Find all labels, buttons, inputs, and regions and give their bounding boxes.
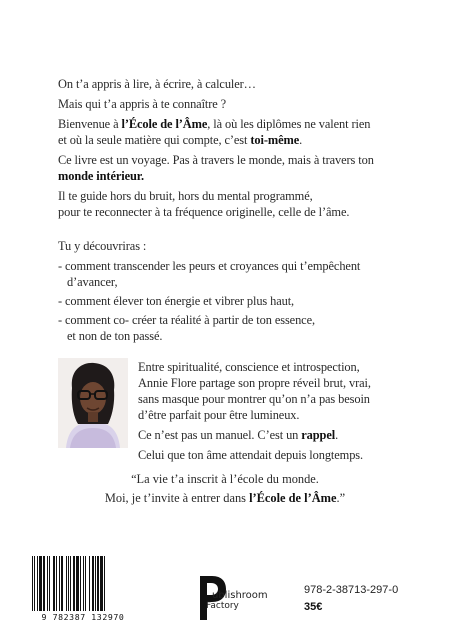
publisher-logo	[196, 574, 286, 622]
author-photo	[58, 358, 128, 448]
barcode-bar	[66, 556, 67, 611]
intro-paragraph-5: Il te guide hors du bruit, hors du mental programmé, pour te reconnecter à ta fréquence originelle, celle de l’âme.	[58, 189, 350, 219]
barcode-bar	[83, 556, 84, 611]
rappel-emphasis: rappel	[301, 428, 336, 442]
bio-paragraph: Entre spiritualité, conscience et introspection, Annie Flore partage son propre réveil brut, vrai, sans masque pour montrer qu’on n’a pas besoin d’être parfait pour être lumineux.	[138, 360, 371, 422]
barcode-bar	[43, 556, 45, 611]
barcode-bar	[56, 556, 57, 611]
barcode-bar	[37, 556, 38, 611]
barcode-bar	[92, 556, 94, 611]
list-item: - comment transcender les peurs et croyances qui t’empêchent d’avancer,	[58, 259, 361, 289]
barcode-bar	[53, 556, 55, 611]
monde-interieur-emphasis: monde intérieur.	[58, 169, 145, 183]
isbn: 978-2-38713-297-0	[304, 584, 399, 596]
barcode-bar	[80, 556, 81, 611]
barcode-bar	[49, 556, 50, 611]
ecole-emphasis: l’École de l’Âme	[249, 491, 337, 505]
intro-section	[58, 76, 398, 224]
list-item: - comment co- créer ta réalité à partir de ton essence, et non de ton passé.	[58, 313, 315, 343]
intro-paragraph-3: Bienvenue à l’École de l’Âme, là où les diplômes ne valent rien et où la seule matière qui compte, c’est toi-même.	[58, 117, 371, 147]
barcode-bar	[97, 556, 99, 611]
list-item: - comment élever ton énergie et vibrer plus haut,	[58, 294, 295, 308]
publisher-name: ublishroom	[212, 590, 268, 601]
barcode-bar	[85, 556, 86, 611]
intro-paragraph-2: Mais qui t’a appris à te connaître ?	[58, 97, 227, 111]
author-portrait-illustration	[58, 358, 128, 448]
intro-paragraph-1: On t’a appris à lire, à écrire, à calculer…	[58, 77, 256, 91]
list-heading: Tu y découvriras :	[58, 239, 147, 253]
ecole-emphasis: l’École de l’Âme	[121, 117, 208, 131]
closing-quote: “La vie t’a inscrit à l’école du monde. Moi, je t’invite à entrer dans l’École de l’Âme.”	[104, 472, 346, 505]
author-bio	[138, 359, 408, 467]
barcode-bar	[61, 556, 63, 611]
barcode-bar	[39, 556, 42, 611]
barcode-bar	[73, 556, 75, 611]
barcode-bar	[95, 556, 96, 611]
publisher-subname: Factory	[206, 601, 239, 611]
barcode-bar	[100, 556, 103, 611]
barcode-digits: 9 782387 132970	[30, 611, 136, 623]
price: 35€	[304, 601, 323, 613]
barcode-bar	[89, 556, 90, 611]
barcode-bar	[59, 556, 60, 611]
bio-rappel-line: Ce n’est pas un manuel. C’est un rappel.	[138, 428, 339, 442]
discovery-list	[58, 238, 398, 347]
barcode-bar	[76, 556, 79, 611]
toi-meme-emphasis: toi-même	[250, 133, 300, 147]
intro-paragraph-4: Ce livre est un voyage. Pas à travers le monde, mais à travers ton monde intérieur.	[58, 153, 374, 183]
barcode-bar	[47, 556, 48, 611]
bio-last-line: Celui que ton âme attendait depuis longtemps.	[138, 448, 364, 462]
